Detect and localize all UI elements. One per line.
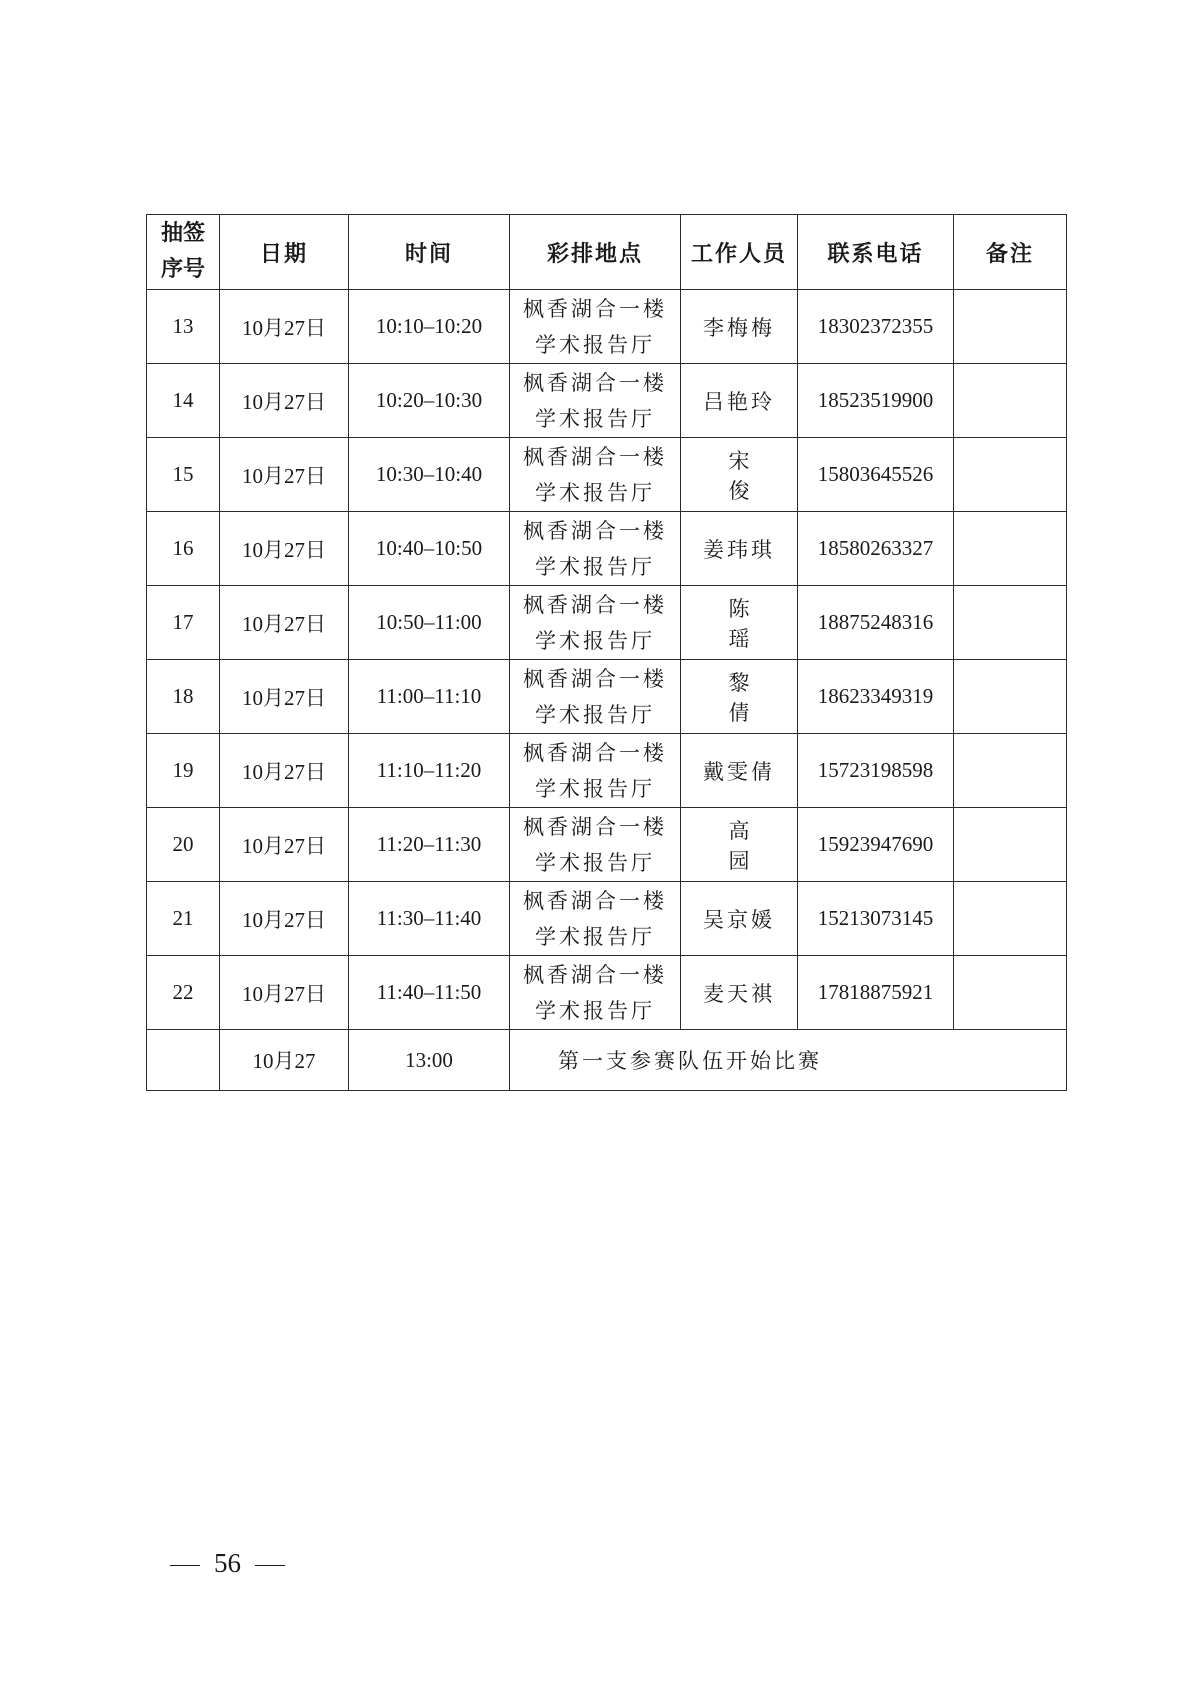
header-venue: 彩排地点 xyxy=(510,215,681,290)
draw-number-cell: 21 xyxy=(147,882,220,956)
table-row xyxy=(147,586,1067,660)
venue-line1: 枫香湖合一楼 xyxy=(523,518,667,543)
venue-line2: 学术报告厅 xyxy=(535,332,655,357)
table-row xyxy=(147,290,1067,364)
venue-line2: 学术报告厅 xyxy=(535,776,655,801)
date-cell: 10月27日 xyxy=(220,586,349,660)
venue-cell xyxy=(510,734,681,808)
page-footer xyxy=(156,1548,299,1579)
notes-cell xyxy=(954,364,1067,438)
date-cell: 10月27日 xyxy=(220,660,349,734)
date-cell: 10月27日 xyxy=(220,438,349,512)
page-number: 56 xyxy=(214,1548,241,1578)
venue-cell xyxy=(510,660,681,734)
header-draw-line1: 抽签 xyxy=(160,221,205,246)
venue-line1: 枫香湖合一楼 xyxy=(523,962,667,987)
venue-cell xyxy=(510,586,681,660)
date-cell: 10月27日 xyxy=(220,364,349,438)
venue-cell xyxy=(510,290,681,364)
phone-cell: 18523519900 xyxy=(798,364,954,438)
venue-cell xyxy=(510,956,681,1030)
header-phone: 联系电话 xyxy=(798,215,954,290)
venue-line1: 枫香湖合一楼 xyxy=(523,444,667,469)
venue-line1: 枫香湖合一楼 xyxy=(523,666,667,691)
draw-number-cell: 20 xyxy=(147,808,220,882)
time-cell: 10:40–10:50 xyxy=(349,512,510,586)
date-cell: 10月27日 xyxy=(220,882,349,956)
phone-cell: 15803645526 xyxy=(798,438,954,512)
header-date: 日期 xyxy=(220,215,349,290)
venue-cell xyxy=(510,512,681,586)
table-header xyxy=(147,215,1067,290)
header-staff: 工作人员 xyxy=(681,215,798,290)
venue-cell xyxy=(510,364,681,438)
notes-cell xyxy=(954,808,1067,882)
draw-number-cell: 15 xyxy=(147,438,220,512)
time-cell: 10:10–10:20 xyxy=(349,290,510,364)
venue-line2: 学术报告厅 xyxy=(535,924,655,949)
table-row xyxy=(147,438,1067,512)
date-cell: 10月27日 xyxy=(220,512,349,586)
draw-number-cell: 19 xyxy=(147,734,220,808)
header-row xyxy=(147,215,1067,290)
phone-cell: 15923947690 xyxy=(798,808,954,882)
final-row-number xyxy=(147,1030,220,1091)
staff-cell: 戴雯倩 xyxy=(681,734,798,808)
table-row xyxy=(147,512,1067,586)
notes-cell xyxy=(954,882,1067,956)
venue-line1: 枫香湖合一楼 xyxy=(523,740,667,765)
date-cell: 10月27日 xyxy=(220,808,349,882)
notes-cell xyxy=(954,512,1067,586)
header-draw-number xyxy=(147,215,220,290)
schedule-table xyxy=(146,214,1067,1091)
venue-line2: 学术报告厅 xyxy=(535,628,655,653)
draw-number-cell: 18 xyxy=(147,660,220,734)
staff-cell: 高园 xyxy=(681,808,798,882)
date-cell: 10月27日 xyxy=(220,290,349,364)
time-cell: 10:50–11:00 xyxy=(349,586,510,660)
phone-cell: 18623349319 xyxy=(798,660,954,734)
venue-line2: 学术报告厅 xyxy=(535,998,655,1023)
venue-cell xyxy=(510,808,681,882)
venue-cell xyxy=(510,438,681,512)
phone-cell: 18875248316 xyxy=(798,586,954,660)
page-dash-right xyxy=(255,1565,285,1566)
time-cell: 11:40–11:50 xyxy=(349,956,510,1030)
notes-cell xyxy=(954,438,1067,512)
notes-cell xyxy=(954,956,1067,1030)
time-cell: 10:20–10:30 xyxy=(349,364,510,438)
final-row xyxy=(147,1030,1067,1091)
time-cell: 11:20–11:30 xyxy=(349,808,510,882)
venue-line2: 学术报告厅 xyxy=(535,406,655,431)
date-cell: 10月27日 xyxy=(220,734,349,808)
staff-cell: 黎倩 xyxy=(681,660,798,734)
header-notes: 备注 xyxy=(954,215,1067,290)
staff-cell: 麦天祺 xyxy=(681,956,798,1030)
final-row-date: 10月27 xyxy=(220,1030,349,1091)
phone-cell: 17818875921 xyxy=(798,956,954,1030)
venue-line1: 枫香湖合一楼 xyxy=(523,592,667,617)
venue-line2: 学术报告厅 xyxy=(535,480,655,505)
table-row xyxy=(147,660,1067,734)
draw-number-cell: 14 xyxy=(147,364,220,438)
table-row xyxy=(147,808,1067,882)
draw-number-cell: 13 xyxy=(147,290,220,364)
time-cell: 11:30–11:40 xyxy=(349,882,510,956)
draw-number-cell: 16 xyxy=(147,512,220,586)
notes-cell xyxy=(954,586,1067,660)
venue-line1: 枫香湖合一楼 xyxy=(523,814,667,839)
table-row xyxy=(147,882,1067,956)
time-cell: 11:10–11:20 xyxy=(349,734,510,808)
notes-cell xyxy=(954,734,1067,808)
venue-line1: 枫香湖合一楼 xyxy=(523,370,667,395)
venue-cell xyxy=(510,882,681,956)
notes-cell xyxy=(954,290,1067,364)
final-row-event: 第一支参赛队伍开始比赛 xyxy=(510,1030,1067,1091)
venue-line1: 枫香湖合一楼 xyxy=(523,888,667,913)
table-body xyxy=(147,290,1067,1091)
time-cell: 11:00–11:10 xyxy=(349,660,510,734)
venue-line1: 枫香湖合一楼 xyxy=(523,296,667,321)
date-cell: 10月27日 xyxy=(220,956,349,1030)
phone-cell: 15213073145 xyxy=(798,882,954,956)
time-cell: 10:30–10:40 xyxy=(349,438,510,512)
notes-cell xyxy=(954,660,1067,734)
venue-line2: 学术报告厅 xyxy=(535,702,655,727)
final-row-time: 13:00 xyxy=(349,1030,510,1091)
table-row xyxy=(147,956,1067,1030)
staff-cell: 吴京媛 xyxy=(681,882,798,956)
staff-cell: 李梅梅 xyxy=(681,290,798,364)
phone-cell: 18580263327 xyxy=(798,512,954,586)
staff-cell: 陈瑶 xyxy=(681,586,798,660)
staff-cell: 姜玮琪 xyxy=(681,512,798,586)
header-draw-line2: 序号 xyxy=(160,257,205,282)
phone-cell: 15723198598 xyxy=(798,734,954,808)
table-row xyxy=(147,734,1067,808)
header-time: 时间 xyxy=(349,215,510,290)
draw-number-cell: 22 xyxy=(147,956,220,1030)
staff-cell: 宋俊 xyxy=(681,438,798,512)
staff-cell: 吕艳玲 xyxy=(681,364,798,438)
page-dash-left xyxy=(170,1565,200,1566)
table-row xyxy=(147,364,1067,438)
venue-line2: 学术报告厅 xyxy=(535,850,655,875)
phone-cell: 18302372355 xyxy=(798,290,954,364)
draw-number-cell: 17 xyxy=(147,586,220,660)
venue-line2: 学术报告厅 xyxy=(535,554,655,579)
